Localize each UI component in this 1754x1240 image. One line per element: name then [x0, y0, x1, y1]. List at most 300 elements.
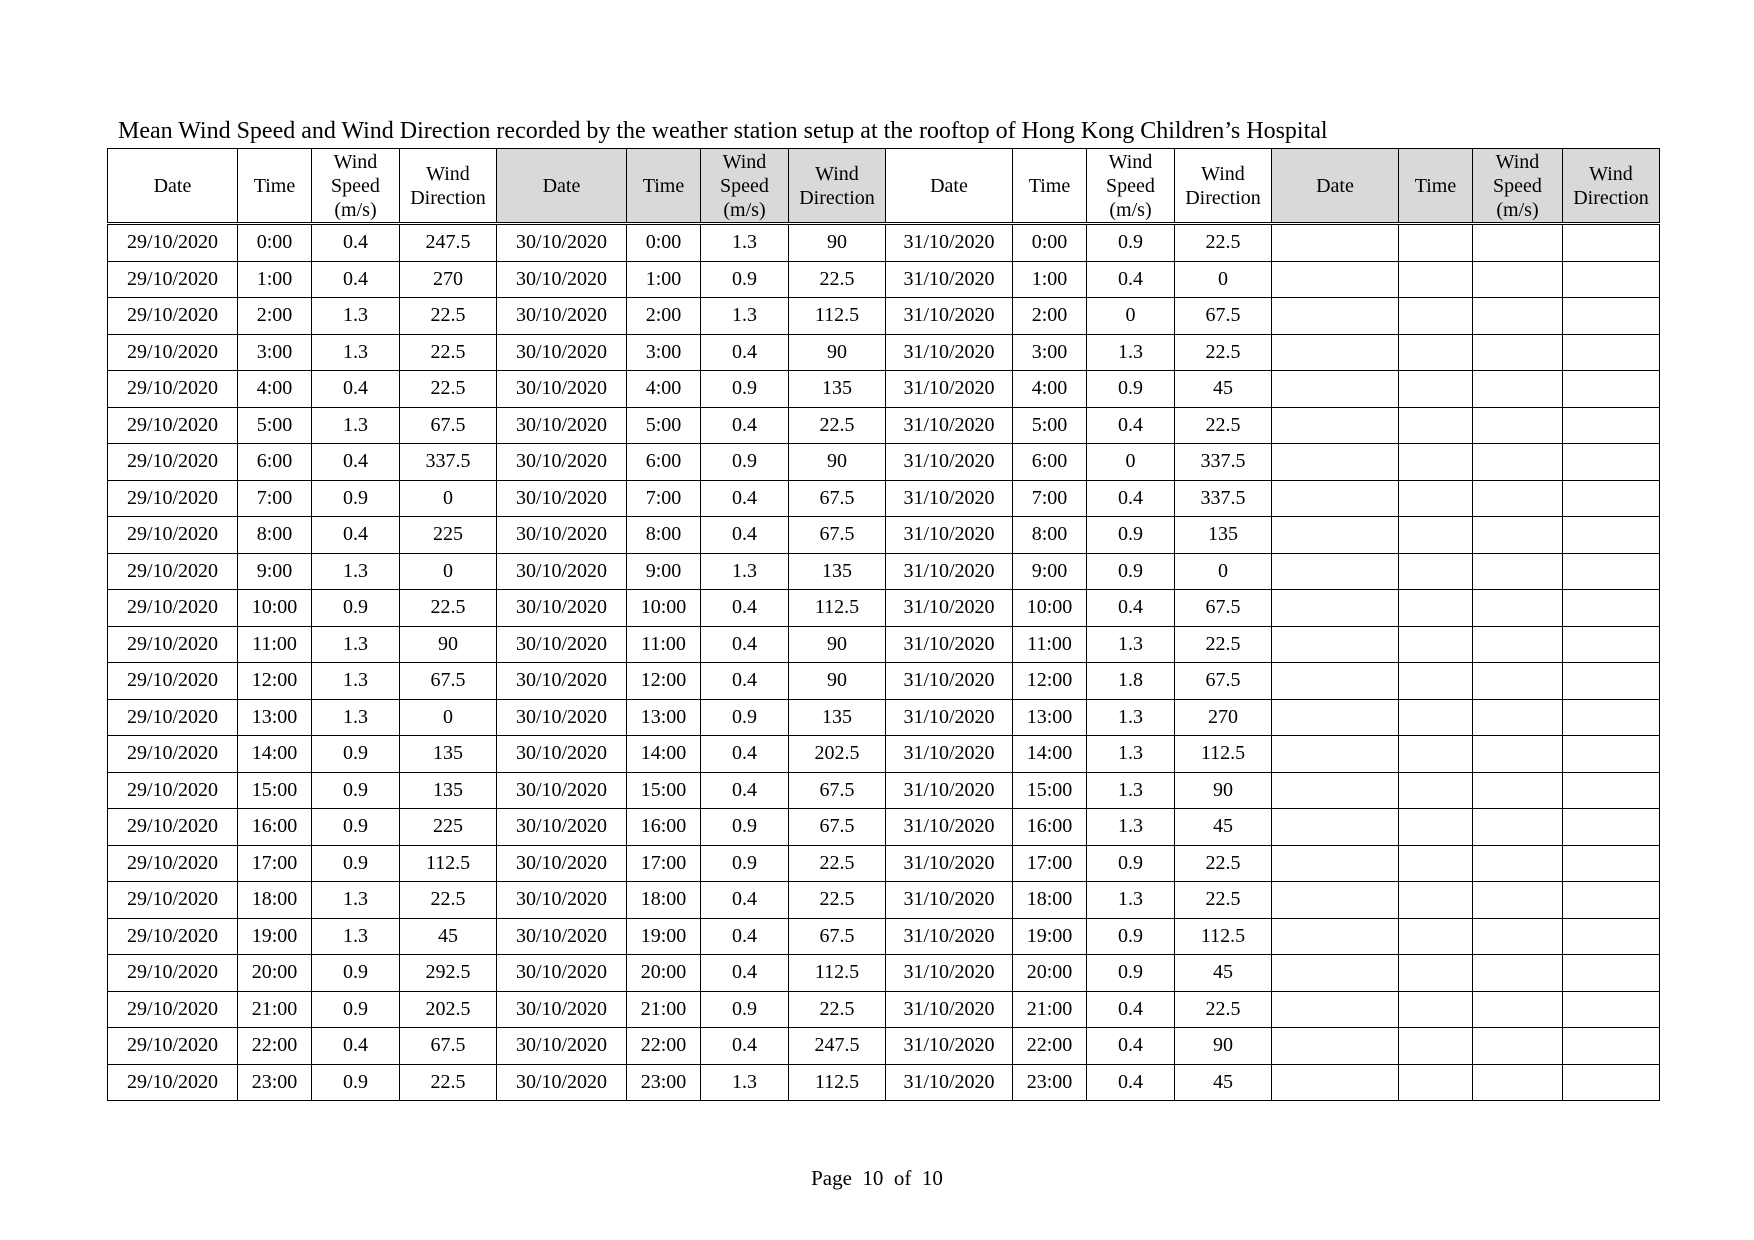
time-cell: 23:00 — [238, 1064, 312, 1101]
header-time: Time — [1399, 149, 1473, 224]
header-date: Date — [108, 149, 238, 224]
time-cell: 20:00 — [1013, 955, 1087, 992]
wind-speed-cell — [1473, 480, 1563, 517]
time-cell: 20:00 — [238, 955, 312, 992]
wind-speed-cell: 0.9 — [1087, 224, 1175, 262]
wind-direction-cell: 22.5 — [400, 1064, 497, 1101]
time-cell: 10:00 — [627, 590, 701, 627]
time-cell — [1399, 809, 1473, 846]
time-cell: 3:00 — [238, 334, 312, 371]
wind-speed-cell: 0.4 — [1087, 590, 1175, 627]
wind-direction-cell — [1563, 809, 1660, 846]
wind-speed-cell: 0 — [1087, 444, 1175, 481]
wind-direction-cell: 337.5 — [1175, 480, 1272, 517]
date-cell: 30/10/2020 — [497, 663, 627, 700]
wind-speed-cell: 0.9 — [1087, 553, 1175, 590]
wind-direction-cell: 90 — [1175, 772, 1272, 809]
wind-direction-cell — [1563, 298, 1660, 335]
time-cell — [1399, 261, 1473, 298]
wind-direction-cell: 0 — [400, 553, 497, 590]
date-cell: 29/10/2020 — [108, 991, 238, 1028]
wind-direction-cell: 90 — [1175, 1028, 1272, 1065]
time-cell: 6:00 — [627, 444, 701, 481]
date-cell: 29/10/2020 — [108, 590, 238, 627]
wind-direction-cell: 337.5 — [1175, 444, 1272, 481]
wind-direction-cell: 67.5 — [789, 918, 886, 955]
date-cell — [1272, 334, 1399, 371]
wind-speed-cell — [1473, 991, 1563, 1028]
time-cell: 17:00 — [1013, 845, 1087, 882]
wind-speed-cell: 0.9 — [1087, 371, 1175, 408]
date-cell — [1272, 809, 1399, 846]
date-cell: 29/10/2020 — [108, 955, 238, 992]
date-cell: 30/10/2020 — [497, 371, 627, 408]
time-cell: 22:00 — [627, 1028, 701, 1065]
table-row — [108, 663, 1660, 700]
time-cell: 11:00 — [1013, 626, 1087, 663]
wind-speed-cell — [1473, 882, 1563, 919]
wind-direction-cell — [1563, 261, 1660, 298]
wind-direction-cell: 22.5 — [400, 334, 497, 371]
date-cell: 31/10/2020 — [886, 444, 1013, 481]
date-cell: 29/10/2020 — [108, 224, 238, 262]
wind-speed-cell: 1.3 — [312, 626, 400, 663]
wind-speed-cell: 0.4 — [1087, 261, 1175, 298]
time-cell: 22:00 — [1013, 1028, 1087, 1065]
wind-direction-cell: 67.5 — [789, 772, 886, 809]
date-cell: 29/10/2020 — [108, 809, 238, 846]
time-cell: 19:00 — [627, 918, 701, 955]
table-row — [108, 1064, 1660, 1101]
wind-speed-cell: 1.3 — [312, 334, 400, 371]
wind-speed-cell: 1.3 — [1087, 699, 1175, 736]
time-cell: 9:00 — [238, 553, 312, 590]
wind-speed-cell: 0.4 — [701, 590, 789, 627]
wind-direction-cell: 112.5 — [1175, 918, 1272, 955]
table-row — [108, 261, 1660, 298]
date-cell: 30/10/2020 — [497, 955, 627, 992]
time-cell: 5:00 — [238, 407, 312, 444]
wind-direction-cell: 337.5 — [400, 444, 497, 481]
time-cell — [1399, 918, 1473, 955]
wind-speed-cell: 0.4 — [701, 407, 789, 444]
wind-direction-cell — [1563, 517, 1660, 554]
wind-direction-cell: 135 — [789, 553, 886, 590]
date-cell — [1272, 224, 1399, 262]
date-cell: 31/10/2020 — [886, 407, 1013, 444]
wind-direction-cell: 45 — [1175, 809, 1272, 846]
wind-speed-cell — [1473, 224, 1563, 262]
header-wind-speed: Wind Speed (m/s) — [312, 149, 400, 224]
time-cell: 7:00 — [1013, 480, 1087, 517]
page-number: 10 — [862, 1166, 884, 1190]
date-cell: 30/10/2020 — [497, 1028, 627, 1065]
date-cell — [1272, 955, 1399, 992]
time-cell: 12:00 — [1013, 663, 1087, 700]
wind-speed-cell — [1473, 371, 1563, 408]
date-cell: 31/10/2020 — [886, 991, 1013, 1028]
date-cell: 29/10/2020 — [108, 553, 238, 590]
time-cell — [1399, 626, 1473, 663]
time-cell — [1399, 590, 1473, 627]
wind-speed-cell — [1473, 1064, 1563, 1101]
date-cell: 31/10/2020 — [886, 699, 1013, 736]
wind-speed-cell: 0.4 — [1087, 1028, 1175, 1065]
wind-direction-cell — [1563, 918, 1660, 955]
wind-speed-cell — [1473, 407, 1563, 444]
wind-direction-cell: 225 — [400, 809, 497, 846]
wind-speed-cell: 0.9 — [1087, 918, 1175, 955]
wind-direction-cell: 22.5 — [400, 298, 497, 335]
time-cell: 14:00 — [627, 736, 701, 773]
date-cell — [1272, 699, 1399, 736]
wind-speed-cell: 0.4 — [701, 918, 789, 955]
wind-speed-cell: 0.4 — [312, 517, 400, 554]
header-wind-speed: Wind Speed (m/s) — [1473, 149, 1563, 224]
date-cell: 31/10/2020 — [886, 845, 1013, 882]
table-row — [108, 626, 1660, 663]
time-cell: 7:00 — [627, 480, 701, 517]
wind-speed-cell: 0.4 — [701, 480, 789, 517]
time-cell: 20:00 — [627, 955, 701, 992]
wind-speed-cell: 0.9 — [312, 590, 400, 627]
date-cell: 29/10/2020 — [108, 918, 238, 955]
header-wind-direction: Wind Direction — [1563, 149, 1660, 224]
table-row — [108, 882, 1660, 919]
wind-direction-cell: 112.5 — [789, 1064, 886, 1101]
wind-direction-cell: 67.5 — [400, 407, 497, 444]
wind-speed-cell: 0.9 — [1087, 845, 1175, 882]
wind-direction-cell: 247.5 — [789, 1028, 886, 1065]
date-cell: 29/10/2020 — [108, 298, 238, 335]
wind-direction-cell: 22.5 — [789, 991, 886, 1028]
wind-speed-cell: 0.4 — [312, 224, 400, 262]
wind-direction-cell: 45 — [1175, 1064, 1272, 1101]
date-cell: 30/10/2020 — [497, 626, 627, 663]
time-cell — [1399, 334, 1473, 371]
wind-speed-cell: 1.3 — [701, 298, 789, 335]
time-cell: 23:00 — [627, 1064, 701, 1101]
wind-speed-cell: 0.9 — [312, 809, 400, 846]
wind-direction-cell — [1563, 553, 1660, 590]
date-cell: 30/10/2020 — [497, 772, 627, 809]
wind-speed-cell: 0.9 — [701, 444, 789, 481]
time-cell: 18:00 — [238, 882, 312, 919]
date-cell — [1272, 626, 1399, 663]
wind-direction-cell — [1563, 699, 1660, 736]
wind-direction-cell: 135 — [1175, 517, 1272, 554]
wind-direction-cell — [1563, 882, 1660, 919]
table-row — [108, 736, 1660, 773]
time-cell: 10:00 — [1013, 590, 1087, 627]
date-cell — [1272, 1028, 1399, 1065]
wind-speed-cell: 0.4 — [1087, 1064, 1175, 1101]
time-cell: 11:00 — [627, 626, 701, 663]
time-cell — [1399, 224, 1473, 262]
time-cell: 9:00 — [627, 553, 701, 590]
wind-direction-cell: 270 — [1175, 699, 1272, 736]
wind-speed-cell: 0.4 — [701, 663, 789, 700]
time-cell — [1399, 517, 1473, 554]
wind-direction-cell — [1563, 444, 1660, 481]
time-cell: 23:00 — [1013, 1064, 1087, 1101]
time-cell: 1:00 — [627, 261, 701, 298]
date-cell: 31/10/2020 — [886, 626, 1013, 663]
wind-speed-cell: 0.9 — [701, 699, 789, 736]
wind-speed-cell: 0.4 — [701, 334, 789, 371]
time-cell — [1399, 1064, 1473, 1101]
wind-direction-cell: 45 — [1175, 371, 1272, 408]
wind-speed-cell — [1473, 955, 1563, 992]
time-cell — [1399, 991, 1473, 1028]
wind-direction-cell: 22.5 — [400, 371, 497, 408]
wind-speed-cell — [1473, 298, 1563, 335]
date-cell: 31/10/2020 — [886, 261, 1013, 298]
date-cell — [1272, 882, 1399, 919]
time-cell: 0:00 — [1013, 224, 1087, 262]
time-cell: 2:00 — [1013, 298, 1087, 335]
wind-direction-cell: 112.5 — [789, 955, 886, 992]
wind-speed-cell: 0.4 — [701, 517, 789, 554]
wind-direction-cell: 67.5 — [400, 1028, 497, 1065]
date-cell: 30/10/2020 — [497, 334, 627, 371]
date-cell: 29/10/2020 — [108, 626, 238, 663]
wind-speed-cell — [1473, 772, 1563, 809]
date-cell — [1272, 298, 1399, 335]
wind-speed-cell — [1473, 918, 1563, 955]
table-row — [108, 991, 1660, 1028]
wind-direction-cell — [1563, 1064, 1660, 1101]
wind-direction-cell: 22.5 — [1175, 991, 1272, 1028]
date-cell: 30/10/2020 — [497, 298, 627, 335]
page-total: 10 — [921, 1166, 943, 1190]
table-row — [108, 224, 1660, 262]
wind-speed-cell: 0 — [1087, 298, 1175, 335]
time-cell — [1399, 882, 1473, 919]
wind-speed-cell: 1.3 — [312, 663, 400, 700]
wind-speed-cell: 0.4 — [701, 955, 789, 992]
wind-speed-cell — [1473, 553, 1563, 590]
header-wind-direction: Wind Direction — [1175, 149, 1272, 224]
date-cell: 31/10/2020 — [886, 298, 1013, 335]
table-row — [108, 590, 1660, 627]
wind-direction-cell: 45 — [1175, 955, 1272, 992]
wind-speed-cell: 0.4 — [312, 261, 400, 298]
date-cell — [1272, 444, 1399, 481]
date-cell — [1272, 845, 1399, 882]
wind-speed-cell: 1.3 — [1087, 772, 1175, 809]
wind-direction-cell: 22.5 — [1175, 407, 1272, 444]
time-cell: 17:00 — [238, 845, 312, 882]
wind-speed-cell: 1.3 — [701, 553, 789, 590]
date-cell — [1272, 772, 1399, 809]
wind-direction-cell: 112.5 — [789, 590, 886, 627]
date-cell: 30/10/2020 — [497, 809, 627, 846]
wind-direction-cell: 0 — [400, 699, 497, 736]
time-cell: 4:00 — [238, 371, 312, 408]
date-cell — [1272, 991, 1399, 1028]
time-cell: 2:00 — [627, 298, 701, 335]
wind-direction-cell: 0 — [1175, 261, 1272, 298]
wind-direction-cell: 67.5 — [1175, 663, 1272, 700]
wind-speed-cell: 0.4 — [312, 1028, 400, 1065]
time-cell: 15:00 — [238, 772, 312, 809]
time-cell: 8:00 — [238, 517, 312, 554]
wind-speed-cell: 0.4 — [312, 444, 400, 481]
date-cell: 29/10/2020 — [108, 663, 238, 700]
time-cell: 13:00 — [238, 699, 312, 736]
header-date: Date — [886, 149, 1013, 224]
date-cell: 29/10/2020 — [108, 1028, 238, 1065]
time-cell: 9:00 — [1013, 553, 1087, 590]
wind-speed-cell — [1473, 590, 1563, 627]
of-label: of — [893, 1166, 912, 1190]
date-cell: 31/10/2020 — [886, 882, 1013, 919]
date-cell — [1272, 918, 1399, 955]
wind-direction-cell: 270 — [400, 261, 497, 298]
wind-speed-cell: 0.9 — [1087, 955, 1175, 992]
date-cell: 30/10/2020 — [497, 553, 627, 590]
date-cell: 30/10/2020 — [497, 407, 627, 444]
wind-direction-cell — [1563, 224, 1660, 262]
wind-speed-cell: 1.3 — [1087, 809, 1175, 846]
date-cell: 29/10/2020 — [108, 444, 238, 481]
date-cell: 31/10/2020 — [886, 1028, 1013, 1065]
date-cell: 29/10/2020 — [108, 845, 238, 882]
wind-speed-cell: 1.3 — [1087, 736, 1175, 773]
table-row — [108, 298, 1660, 335]
time-cell — [1399, 444, 1473, 481]
table-row — [108, 809, 1660, 846]
time-cell: 14:00 — [1013, 736, 1087, 773]
table-row — [108, 955, 1660, 992]
wind-speed-cell: 0.4 — [1087, 407, 1175, 444]
wind-speed-cell — [1473, 1028, 1563, 1065]
time-cell: 12:00 — [627, 663, 701, 700]
wind-direction-cell: 202.5 — [789, 736, 886, 773]
wind-speed-cell: 1.3 — [1087, 882, 1175, 919]
wind-speed-cell: 0.4 — [701, 772, 789, 809]
wind-direction-cell — [1563, 371, 1660, 408]
wind-speed-cell: 1.8 — [1087, 663, 1175, 700]
time-cell: 19:00 — [1013, 918, 1087, 955]
date-cell: 29/10/2020 — [108, 699, 238, 736]
wind-direction-cell: 22.5 — [789, 407, 886, 444]
time-cell: 17:00 — [627, 845, 701, 882]
wind-speed-cell: 0.4 — [701, 882, 789, 919]
header-row — [108, 149, 1660, 224]
header-time: Time — [627, 149, 701, 224]
time-cell: 7:00 — [238, 480, 312, 517]
date-cell: 30/10/2020 — [497, 444, 627, 481]
date-cell: 30/10/2020 — [497, 918, 627, 955]
wind-speed-cell: 1.3 — [701, 1064, 789, 1101]
wind-direction-cell: 22.5 — [400, 882, 497, 919]
date-cell: 30/10/2020 — [497, 480, 627, 517]
header-wind-speed: Wind Speed (m/s) — [1087, 149, 1175, 224]
time-cell: 16:00 — [1013, 809, 1087, 846]
wind-speed-cell: 1.3 — [1087, 334, 1175, 371]
date-cell: 29/10/2020 — [108, 517, 238, 554]
time-cell: 5:00 — [1013, 407, 1087, 444]
date-cell: 31/10/2020 — [886, 480, 1013, 517]
date-cell: 31/10/2020 — [886, 371, 1013, 408]
wind-direction-cell: 22.5 — [789, 261, 886, 298]
table-body — [108, 224, 1660, 1101]
wind-speed-cell: 0.9 — [312, 845, 400, 882]
time-cell: 16:00 — [238, 809, 312, 846]
wind-direction-cell: 0 — [1175, 553, 1272, 590]
time-cell — [1399, 955, 1473, 992]
header-date: Date — [1272, 149, 1399, 224]
header-time: Time — [238, 149, 312, 224]
header-wind-direction: Wind Direction — [400, 149, 497, 224]
date-cell — [1272, 736, 1399, 773]
wind-direction-cell: 67.5 — [789, 809, 886, 846]
wind-speed-cell: 1.3 — [312, 699, 400, 736]
time-cell: 16:00 — [627, 809, 701, 846]
date-cell: 29/10/2020 — [108, 772, 238, 809]
wind-speed-cell: 1.3 — [1087, 626, 1175, 663]
wind-direction-cell — [1563, 590, 1660, 627]
time-cell: 8:00 — [627, 517, 701, 554]
time-cell — [1399, 772, 1473, 809]
wind-speed-cell: 0.4 — [312, 371, 400, 408]
table-row — [108, 334, 1660, 371]
table-row — [108, 1028, 1660, 1065]
wind-direction-cell: 22.5 — [1175, 845, 1272, 882]
time-cell: 22:00 — [238, 1028, 312, 1065]
wind-direction-cell: 67.5 — [789, 480, 886, 517]
wind-speed-cell: 0.9 — [312, 480, 400, 517]
date-cell: 29/10/2020 — [108, 261, 238, 298]
date-cell — [1272, 261, 1399, 298]
wind-speed-cell — [1473, 626, 1563, 663]
wind-direction-cell: 112.5 — [400, 845, 497, 882]
wind-direction-cell — [1563, 480, 1660, 517]
wind-direction-cell: 22.5 — [400, 590, 497, 627]
time-cell: 1:00 — [238, 261, 312, 298]
time-cell: 19:00 — [238, 918, 312, 955]
time-cell: 11:00 — [238, 626, 312, 663]
time-cell: 6:00 — [238, 444, 312, 481]
table-row — [108, 444, 1660, 481]
date-cell: 31/10/2020 — [886, 772, 1013, 809]
date-cell: 31/10/2020 — [886, 736, 1013, 773]
table-row — [108, 845, 1660, 882]
wind-speed-cell: 0.9 — [312, 772, 400, 809]
page-footer — [0, 1166, 1754, 1191]
wind-direction-cell — [1563, 663, 1660, 700]
wind-direction-cell: 90 — [789, 224, 886, 262]
wind-direction-cell — [1563, 1028, 1660, 1065]
table-row — [108, 371, 1660, 408]
wind-speed-cell: 0.4 — [1087, 991, 1175, 1028]
time-cell: 13:00 — [1013, 699, 1087, 736]
time-cell: 18:00 — [1013, 882, 1087, 919]
time-cell: 13:00 — [627, 699, 701, 736]
wind-speed-cell: 0.9 — [701, 809, 789, 846]
date-cell: 31/10/2020 — [886, 224, 1013, 262]
time-cell — [1399, 699, 1473, 736]
header-date: Date — [497, 149, 627, 224]
wind-direction-cell: 135 — [400, 736, 497, 773]
date-cell: 30/10/2020 — [497, 590, 627, 627]
wind-speed-cell: 0.9 — [701, 261, 789, 298]
wind-direction-cell: 22.5 — [1175, 882, 1272, 919]
time-cell: 2:00 — [238, 298, 312, 335]
time-cell: 3:00 — [627, 334, 701, 371]
